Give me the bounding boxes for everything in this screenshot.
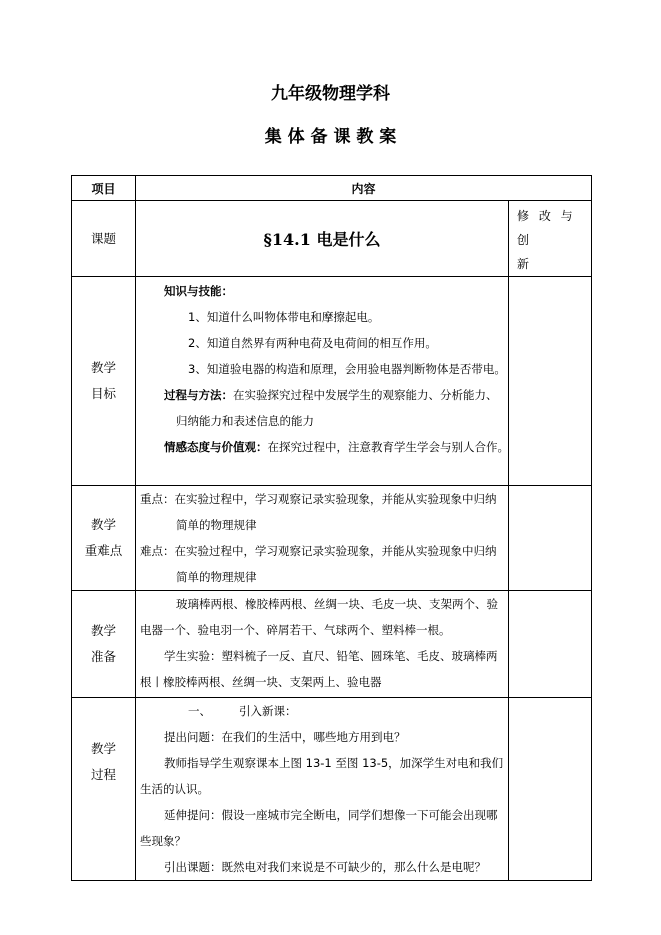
goals-modify-cell [509, 277, 592, 486]
preparation-label-line1: 教学 [90, 623, 116, 638]
keypoints-modify-cell [509, 486, 592, 591]
preparation-content [136, 591, 509, 698]
process-row [72, 698, 592, 881]
prep-line1: 玻璃棒两根、橡胶棒两根、丝绸一块、毛皮一块、支架两个、验 [176, 597, 498, 611]
knowledge-item-3: 3、知道验电器的构造和原理，会用验电器判断物体是否带电。 [188, 362, 506, 376]
process-label [72, 698, 136, 881]
focus-line2: 简单的物理规律 [176, 518, 257, 532]
knowledge-heading: 知识与技能： [164, 284, 233, 298]
keypoints-label-line2: 重难点 [84, 543, 123, 558]
process-text-line2: 归纳能力和表述信息的能力 [176, 414, 314, 428]
prep-line3: 学生实验：塑料梳子一反、直尺、铅笔、圆珠笔、毛皮、玻璃棒两 [164, 649, 498, 663]
subject-title: 九年级物理学科 [271, 84, 390, 104]
topic-row [72, 201, 592, 277]
preparation-label-line2: 准备 [90, 649, 116, 664]
plan-title: 集 体 备 课 教 案 [264, 127, 397, 147]
prep-line2: 电器一个、验电羽一个、碎屑若干、气球两个、塑料棒一根。 [140, 623, 451, 637]
attitude-heading: 情感态度与价值观： [164, 440, 268, 454]
process-heading: 过程与方法： [164, 388, 233, 402]
keypoints-label-line1: 教学 [90, 517, 116, 532]
focus-line1: 重点：在实验过程中，学习观察记录实验现象，并能从实验现象中归纳 [140, 492, 497, 506]
keypoints-label [72, 486, 136, 591]
modify-label-line1: 修 改 与 创 [517, 209, 576, 247]
preparation-label [72, 591, 136, 698]
knowledge-item-2: 2、知道自然界有两种电荷及电荷间的相互作用。 [188, 336, 437, 350]
keypoints-content [136, 486, 509, 591]
goals-row [72, 277, 592, 486]
modify-label-line2: 新 [517, 257, 533, 271]
goals-label [72, 277, 136, 486]
knowledge-item-1: 1、知道什么叫物体带电和摩擦起电。 [188, 310, 380, 324]
process-content [136, 698, 509, 881]
prep-line4: 根丨橡胶棒两根、丝绸一块、支架两上、验电器 [140, 675, 382, 689]
guide-line2: 生活的认识。 [140, 782, 209, 796]
lesson-title: §14.1 电是什么 [136, 201, 509, 277]
goals-label-line2: 目标 [90, 386, 116, 401]
header-row [72, 176, 592, 201]
goals-content [136, 277, 509, 486]
section-heading [136, 698, 508, 724]
process-label-line2: 过程 [90, 767, 116, 782]
extend-line2: 些现象？ [140, 834, 186, 848]
difficulty-line2: 简单的物理规律 [176, 570, 257, 584]
difficulty-line1: 难点：在实验过程中，学习观察记录实验现象，并能从实验现象中归纳 [140, 544, 497, 558]
process-label-line1: 教学 [90, 741, 116, 756]
attitude-text: 在探究过程中，注意教育学生学会与别人合作。 [267, 440, 509, 454]
keypoints-row [72, 486, 592, 591]
topic-label: 课题 [72, 201, 136, 277]
modify-column-header [509, 201, 592, 277]
attitude-goal [136, 434, 508, 460]
lead-in-line: 引出课题：既然电对我们来说是不可缺少的，那么什么是电呢？ [164, 860, 486, 874]
section-num: 一、 [188, 704, 211, 718]
extend-line1: 延伸提问：假设一座城市完全断电，同学们想像一下可能会出现哪 [164, 808, 498, 822]
header-item: 项目 [72, 176, 136, 201]
process-text-line1: 在实验探究过程中发展学生的观察能力、分析能力、 [233, 388, 498, 402]
preparation-modify-cell [509, 591, 592, 698]
guide-line1: 教师指导学生观察课本上图 13-1 至图 13-5，加深学生对电和我们 [164, 756, 504, 770]
process-goal [136, 382, 508, 408]
header-content: 内容 [136, 176, 592, 201]
section-title: 引入新课： [239, 704, 297, 718]
process-modify-cell [509, 698, 592, 881]
preparation-row [72, 591, 592, 698]
lesson-plan-table [71, 175, 592, 881]
question-line: 提出问题：在我们的生活中，哪些地方用到电？ [164, 730, 406, 744]
goals-label-line1: 教学 [90, 360, 116, 375]
